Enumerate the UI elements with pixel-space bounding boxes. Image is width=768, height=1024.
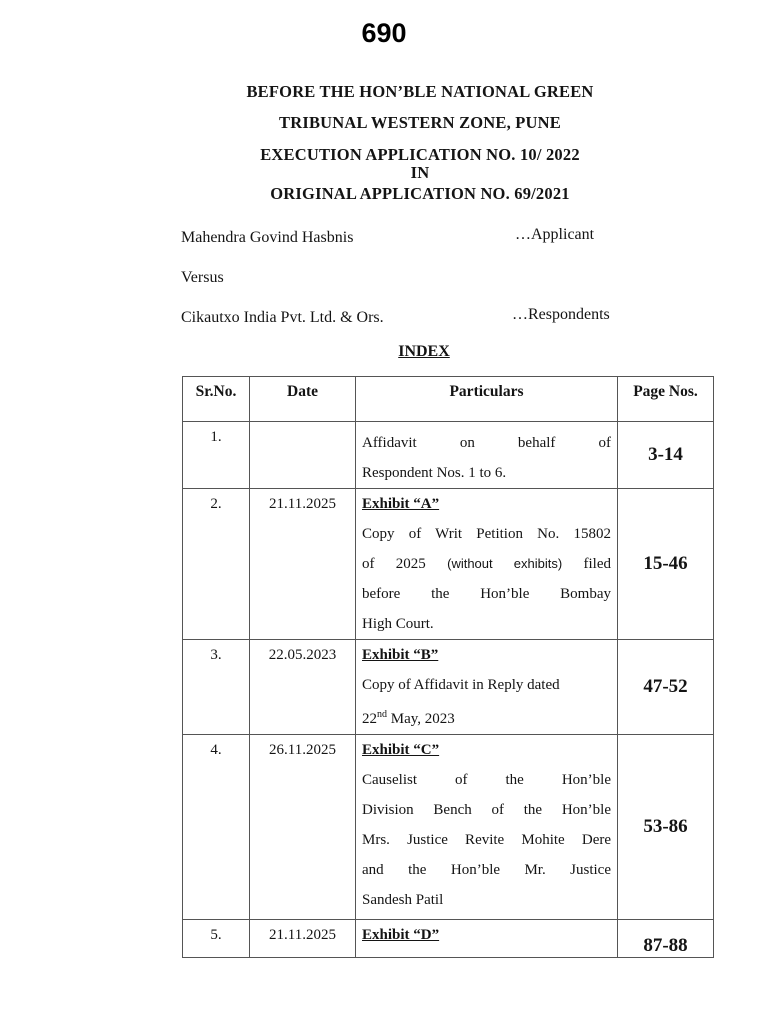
particulars-line: Respondent Nos. 1 to 6. — [362, 465, 507, 481]
header-particulars: Particulars — [356, 377, 618, 422]
particulars-line: Copy of Affidavit in Reply dated — [362, 677, 560, 693]
respondent-role: …Respondents — [512, 306, 610, 323]
exhibit-label: Exhibit “D” — [362, 927, 440, 943]
index-title: INDEX — [398, 343, 450, 360]
row-sr: 5. — [183, 920, 250, 958]
table-row — [183, 489, 714, 640]
row-date: 22.05.2023 — [250, 640, 356, 735]
particulars-line: and the Hon’ble Mr. Justice — [362, 862, 611, 878]
exhibit-label: Exhibit “B” — [362, 647, 439, 663]
row-date: 21.11.2025 — [250, 489, 356, 640]
row-date — [250, 422, 356, 489]
index-table — [182, 376, 714, 958]
row-date: 26.11.2025 — [250, 735, 356, 920]
row-sr: 1. — [183, 422, 250, 489]
row-pages: 47-52 — [618, 640, 714, 735]
heading-line-4: IN — [410, 163, 430, 182]
header-page-nos: Page Nos. — [618, 377, 714, 422]
heading-line-5: ORIGINAL APPLICATION NO. 69/2021 — [270, 184, 570, 203]
heading-line-2: TRIBUNAL WESTERN ZONE, PUNE — [279, 113, 561, 132]
heading-line-3: EXECUTION APPLICATION NO. 10/ 2022 — [260, 145, 580, 164]
page-number: 690 — [361, 18, 407, 48]
header-sr-no: Sr.No. — [183, 377, 250, 422]
row-particulars — [356, 735, 618, 920]
header-date: Date — [250, 377, 356, 422]
table-row — [183, 735, 714, 920]
exhibit-label: Exhibit “A” — [362, 496, 440, 512]
row-particulars — [356, 422, 618, 489]
particulars-line: Copy of Writ Petition No. 15802 — [362, 526, 611, 542]
row-particulars — [356, 920, 618, 958]
row-pages: 3-14 — [618, 422, 714, 489]
particulars-line: of 2025 (without exhibits) filed — [362, 556, 612, 572]
particulars-line: Mrs. Justice Revite Mohite Dere — [362, 832, 611, 848]
versus-label: Versus — [181, 269, 224, 286]
table-row — [183, 422, 714, 489]
particulars-line: Division Bench of the Hon’ble — [362, 802, 611, 818]
particulars-line: High Court. — [362, 616, 434, 632]
table-header-row — [183, 377, 714, 422]
particulars-line: Causelist of the Hon’ble — [362, 772, 611, 788]
applicant-role: …Applicant — [515, 226, 595, 243]
row-sr: 3. — [183, 640, 250, 735]
heading-line-1: BEFORE THE HON’BLE NATIONAL GREEN — [246, 82, 594, 101]
applicant-name: Mahendra Govind Hasbnis — [181, 229, 354, 246]
row-sr: 2. — [183, 489, 250, 640]
row-particulars — [356, 489, 618, 640]
row-sr: 4. — [183, 735, 250, 920]
particulars-line: Sandesh Patil — [362, 892, 444, 908]
table-row — [183, 920, 714, 958]
row-pages: 15-46 — [618, 489, 714, 640]
row-pages: 87-88 — [618, 920, 714, 958]
particulars-line: 22nd May, 2023 — [362, 709, 455, 727]
row-date: 21.11.2025 — [250, 920, 356, 958]
row-particulars — [356, 640, 618, 735]
row-pages: 53-86 — [618, 735, 714, 920]
respondent-name: Cikautxo India Pvt. Ltd. & Ors. — [181, 309, 384, 326]
exhibit-label: Exhibit “C” — [362, 742, 440, 758]
particulars-line: Affidavit on behalf of — [362, 435, 611, 451]
particulars-line: before the Hon’ble Bombay — [362, 586, 611, 602]
table-row — [183, 640, 714, 735]
